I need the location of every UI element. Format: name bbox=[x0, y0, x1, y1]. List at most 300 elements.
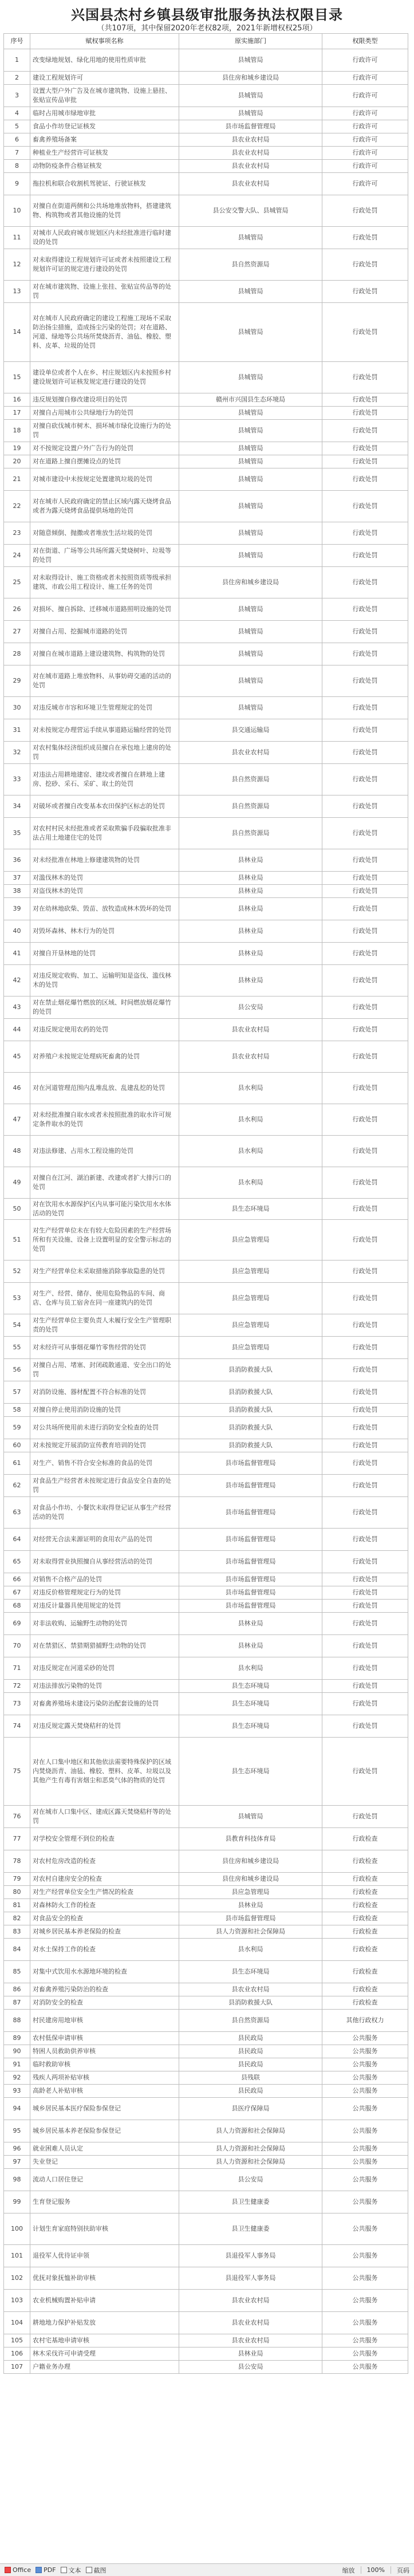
table-row bbox=[4, 2032, 408, 2045]
cell-kind: 行政处罚 bbox=[322, 1220, 408, 1261]
table-row bbox=[4, 943, 408, 965]
cell-name: 对违反规定使用农药的处罚 bbox=[30, 1019, 179, 1041]
table-row bbox=[4, 1635, 408, 1657]
cell-name: 对农村集体经济组织成员擅自在承包地上建房的处罚 bbox=[30, 742, 179, 764]
cell-no: 33 bbox=[4, 764, 30, 795]
table-row bbox=[4, 281, 408, 303]
bottom-item-office-label: Office bbox=[13, 2566, 31, 2574]
table-row bbox=[4, 2156, 408, 2169]
table-row bbox=[4, 2213, 408, 2245]
cell-name: 农村宅基地申请审核 bbox=[30, 2334, 179, 2347]
cell-name: 改变绿地规划、绿化用地的使用性质审批 bbox=[30, 49, 179, 72]
cell-no: 29 bbox=[4, 665, 30, 697]
table-row bbox=[4, 227, 408, 249]
cell-kind: 行政处罚 bbox=[322, 1586, 408, 1600]
table-row bbox=[4, 2312, 408, 2334]
table-row bbox=[4, 2120, 408, 2142]
cell-name: 耕地地力保护补贴发放 bbox=[30, 2312, 179, 2334]
cell-kind: 行政处罚 bbox=[322, 1417, 408, 1439]
bottom-right-controls bbox=[342, 2566, 409, 2575]
cell-no: 38 bbox=[4, 885, 30, 898]
bottom-item-pdf[interactable] bbox=[36, 2566, 56, 2574]
cell-kind: 公共服务 bbox=[322, 2156, 408, 2169]
cell-no: 22 bbox=[4, 491, 30, 522]
table-row bbox=[4, 1573, 408, 1586]
cell-kind: 行政处罚 bbox=[322, 420, 408, 442]
cell-no: 64 bbox=[4, 1529, 30, 1551]
cell-kind: 行政处罚 bbox=[322, 665, 408, 697]
cell-dept: 县自然资源局 bbox=[179, 818, 322, 849]
table-row bbox=[4, 2045, 408, 2058]
page-subtitle: （共107项，其中保留2020年老权82项，2021年新增权权25项） bbox=[97, 24, 317, 33]
cell-no: 3 bbox=[4, 85, 30, 107]
cell-dept: 县生态环境局 bbox=[179, 1199, 322, 1220]
table-row bbox=[4, 2245, 408, 2267]
cell-kind: 行政处罚 bbox=[322, 281, 408, 303]
cell-no: 31 bbox=[4, 719, 30, 742]
cell-no: 65 bbox=[4, 1551, 30, 1573]
table-row bbox=[4, 920, 408, 943]
cell-dept: 县应急管理局 bbox=[179, 1220, 322, 1261]
cell-kind: 行政处罚 bbox=[322, 567, 408, 598]
cell-name: 对畜禽养殖污染防治的检查 bbox=[30, 1983, 179, 1996]
table-row bbox=[4, 1104, 408, 1136]
cell-kind: 行政处罚 bbox=[322, 491, 408, 522]
cell-kind: 行政处罚 bbox=[322, 621, 408, 643]
cell-no: 105 bbox=[4, 2334, 30, 2347]
cell-dept: 县退役军人事务局 bbox=[179, 2267, 322, 2290]
cell-kind: 公共服务 bbox=[322, 2169, 408, 2191]
table-row bbox=[4, 885, 408, 898]
cell-dept: 县民政局 bbox=[179, 2045, 322, 2058]
cell-dept: 县城管局 bbox=[179, 522, 322, 545]
cell-name: 对未取得建设工程规划许可证或者未按照建设工程规划许可证的规定进行建设的处罚 bbox=[30, 249, 179, 281]
cell-no: 52 bbox=[4, 1261, 30, 1283]
table-row bbox=[4, 1886, 408, 1899]
table-row bbox=[4, 2334, 408, 2347]
cell-dept: 县消防救援大队 bbox=[179, 1359, 322, 1381]
cell-no: 8 bbox=[4, 160, 30, 173]
cell-dept: 县自然资源局 bbox=[179, 2010, 322, 2032]
cell-no: 58 bbox=[4, 1404, 30, 1417]
cell-no: 89 bbox=[4, 2032, 30, 2045]
cell-name: 对违反规定收购、加工、运输明知是盗伐、滥伐林木的处罚 bbox=[30, 965, 179, 996]
table-row bbox=[4, 442, 408, 455]
cell-dept: 县农业农村局 bbox=[179, 2334, 322, 2347]
page-number-label[interactable]: 页码 bbox=[397, 2566, 409, 2574]
cell-name: 特困人员救助供养审核 bbox=[30, 2045, 179, 2058]
cell-name: 农业机械购置补贴申请 bbox=[30, 2290, 179, 2312]
bottom-item-text[interactable] bbox=[61, 2566, 81, 2575]
table-row bbox=[4, 407, 408, 420]
cell-dept: 县城管局 bbox=[179, 420, 322, 442]
cell-no: 53 bbox=[4, 1283, 30, 1314]
table-row bbox=[4, 1939, 408, 1961]
table-row bbox=[4, 1220, 408, 1261]
cell-no: 51 bbox=[4, 1220, 30, 1261]
cell-name: 对生产、销售不符合安全标准的食品的处罚 bbox=[30, 1452, 179, 1475]
cell-kind: 行政处罚 bbox=[322, 697, 408, 719]
cell-kind: 行政处罚 bbox=[322, 898, 408, 920]
cell-kind: 行政检查 bbox=[322, 1912, 408, 1925]
zoom-label[interactable]: 缩放 bbox=[342, 2566, 355, 2574]
cell-dept: 县应急管理局 bbox=[179, 1314, 322, 1337]
cell-no: 102 bbox=[4, 2267, 30, 2290]
cell-kind: 公共服务 bbox=[322, 2191, 408, 2213]
table-row bbox=[4, 697, 408, 719]
cell-kind: 行政处罚 bbox=[322, 1359, 408, 1381]
table-row bbox=[4, 1283, 408, 1314]
table-header-row bbox=[4, 34, 408, 49]
cell-no: 92 bbox=[4, 2071, 30, 2085]
table-row bbox=[4, 545, 408, 567]
cell-kind: 公共服务 bbox=[322, 2071, 408, 2085]
cell-name: 对在禁止烟花爆竹燃放的区域、时间燃放烟花爆竹的处罚 bbox=[30, 996, 179, 1019]
cell-no: 37 bbox=[4, 872, 30, 885]
cell-no: 30 bbox=[4, 697, 30, 719]
cell-dept: 县水利局 bbox=[179, 1167, 322, 1199]
zoom-level[interactable]: 100% bbox=[366, 2566, 385, 2574]
cell-dept: 县农业农村局 bbox=[179, 1019, 322, 1041]
table-row bbox=[4, 2058, 408, 2071]
cell-no: 45 bbox=[4, 1041, 30, 1073]
cell-kind: 公共服务 bbox=[322, 2290, 408, 2312]
cell-name: 建设工程规划许可 bbox=[30, 72, 179, 85]
table-row bbox=[4, 1041, 408, 1073]
cell-name: 对违法占用耕地建窑、建坟或者擅自在耕地上建房、挖砂、采石、采矿、取土的处罚 bbox=[30, 764, 179, 795]
cell-dept: 县农业农村局 bbox=[179, 173, 322, 195]
cell-kind: 行政处罚 bbox=[322, 1529, 408, 1551]
cell-kind: 行政处罚 bbox=[322, 872, 408, 885]
cell-no: 80 bbox=[4, 1886, 30, 1899]
cell-no: 36 bbox=[4, 849, 30, 872]
bottom-item-text-label: 文本 bbox=[68, 2566, 81, 2574]
cell-no: 76 bbox=[4, 1806, 30, 1828]
cell-no: 47 bbox=[4, 1104, 30, 1136]
cell-no: 98 bbox=[4, 2169, 30, 2191]
cell-kind: 行政处罚 bbox=[322, 1404, 408, 1417]
cell-name: 对随意倾倒、抛撒或者堆放生活垃圾的处罚 bbox=[30, 522, 179, 545]
cell-dept: 县人力资源和社会保障局 bbox=[179, 2142, 322, 2156]
cell-no: 85 bbox=[4, 1961, 30, 1983]
cell-no: 60 bbox=[4, 1439, 30, 1452]
cell-no: 74 bbox=[4, 1715, 30, 1738]
cell-dept: 县应急管理局 bbox=[179, 1283, 322, 1314]
table-row bbox=[4, 1983, 408, 1996]
cell-name: 食品小作坊登记证核发 bbox=[30, 120, 179, 133]
cell-name: 对擅自占用、挖掘城市道路的处罚 bbox=[30, 621, 179, 643]
cell-kind: 公共服务 bbox=[322, 2312, 408, 2334]
table-row bbox=[4, 795, 408, 818]
cell-name: 村民建房用地审核 bbox=[30, 2010, 179, 2032]
cell-no: 95 bbox=[4, 2120, 30, 2142]
cell-name: 对食品生产经营者未按规定进行食品安全自查的处罚 bbox=[30, 1475, 179, 1497]
cell-kind: 行政处罚 bbox=[322, 795, 408, 818]
screenshot-icon bbox=[86, 2567, 92, 2573]
cell-dept: 县公安交警大队、县城管局 bbox=[179, 195, 322, 227]
table-row bbox=[4, 665, 408, 697]
table-row bbox=[4, 719, 408, 742]
cell-no: 24 bbox=[4, 545, 30, 567]
cell-kind: 行政检查 bbox=[322, 1886, 408, 1899]
cell-name: 对在城市道路上堆放物料、从事妨碍交通的活动的处罚 bbox=[30, 665, 179, 697]
cell-dept: 县市场监督管理局 bbox=[179, 1529, 322, 1551]
cell-dept: 县消防救援大队 bbox=[179, 1996, 322, 2010]
cell-name: 对未按规定开展消防宣传教育培训的处罚 bbox=[30, 1439, 179, 1452]
cell-name: 畜禽养殖场备案 bbox=[30, 133, 179, 147]
cell-kind: 公共服务 bbox=[322, 2245, 408, 2267]
table-row bbox=[4, 1314, 408, 1337]
cell-name: 对集中式饮用水水源地环境的检查 bbox=[30, 1961, 179, 1983]
table-row bbox=[4, 85, 408, 107]
cell-no: 10 bbox=[4, 195, 30, 227]
table-row bbox=[4, 1715, 408, 1738]
table-row bbox=[4, 1806, 408, 1828]
cell-no: 107 bbox=[4, 2361, 30, 2374]
cell-no: 61 bbox=[4, 1452, 30, 1475]
cell-dept: 县自然资源局 bbox=[179, 795, 322, 818]
table-row bbox=[4, 818, 408, 849]
table-row bbox=[4, 1475, 408, 1497]
cell-no: 84 bbox=[4, 1939, 30, 1961]
cell-dept: 县消防救援大队 bbox=[179, 1381, 322, 1404]
cell-no: 26 bbox=[4, 598, 30, 621]
cell-dept: 县市场监督管理局 bbox=[179, 1586, 322, 1600]
table-row bbox=[4, 491, 408, 522]
cell-no: 19 bbox=[4, 442, 30, 455]
cell-no: 70 bbox=[4, 1635, 30, 1657]
cell-kind: 行政处罚 bbox=[322, 1136, 408, 1167]
cell-name: 对在道路上擅自摆摊设点的处罚 bbox=[30, 455, 179, 468]
cell-dept: 县城管局 bbox=[179, 227, 322, 249]
cell-dept: 县卫生健康委 bbox=[179, 2213, 322, 2245]
cell-dept: 县生态环境局 bbox=[179, 1680, 322, 1693]
cell-no: 18 bbox=[4, 420, 30, 442]
cell-dept: 县退役军人事务局 bbox=[179, 2245, 322, 2267]
cell-name: 对在饮用水水源保护区内从事可能污染饮用水水体活动的处罚 bbox=[30, 1199, 179, 1220]
cell-dept: 县城管局 bbox=[179, 49, 322, 72]
table-row bbox=[4, 1850, 408, 1873]
cell-kind: 行政处罚 bbox=[322, 1381, 408, 1404]
cell-kind: 行政检查 bbox=[322, 1850, 408, 1873]
table-row bbox=[4, 1359, 408, 1381]
pdf-icon bbox=[36, 2567, 42, 2573]
table-row bbox=[4, 468, 408, 491]
cell-name: 对破坏或者擅自改变基本农田保护区标志的处罚 bbox=[30, 795, 179, 818]
cell-no: 99 bbox=[4, 2191, 30, 2213]
cell-name: 城乡居民基本养老保险参保登记 bbox=[30, 2120, 179, 2142]
cell-no: 68 bbox=[4, 1600, 30, 1613]
cell-kind: 行政处罚 bbox=[322, 1314, 408, 1337]
cell-dept: 县教育科技体育局 bbox=[179, 1828, 322, 1850]
cell-no: 28 bbox=[4, 643, 30, 665]
cell-dept: 县市场监督管理局 bbox=[179, 1600, 322, 1613]
table-row bbox=[4, 1073, 408, 1104]
cell-name: 对未经许可从事烟花爆竹零售经营的处罚 bbox=[30, 1337, 179, 1359]
cell-name: 违反规划擅自修改建设项目的处罚 bbox=[30, 393, 179, 407]
cell-kind: 公共服务 bbox=[322, 2267, 408, 2290]
cell-dept: 县林业局 bbox=[179, 1635, 322, 1657]
cell-kind: 公共服务 bbox=[322, 2085, 408, 2098]
cell-dept: 县民政局 bbox=[179, 2032, 322, 2045]
cell-kind: 行政处罚 bbox=[322, 1551, 408, 1573]
table-row bbox=[4, 1961, 408, 1983]
cell-name: 退役军人优待证申领 bbox=[30, 2245, 179, 2267]
table-row bbox=[4, 420, 408, 442]
cell-dept: 县城管局 bbox=[179, 407, 322, 420]
cell-dept: 县农业农村局 bbox=[179, 742, 322, 764]
table-row bbox=[4, 2169, 408, 2191]
table-row bbox=[4, 1019, 408, 1041]
table-row bbox=[4, 742, 408, 764]
cell-kind: 行政许可 bbox=[322, 133, 408, 147]
cell-name: 对擅自在江河、湖泊新建、改建或者扩大排污口的处罚 bbox=[30, 1167, 179, 1199]
cell-name: 对未取得营业执照擅自从事经营活动的处罚 bbox=[30, 1551, 179, 1573]
cell-name: 对农村村民未经批准或者采取欺骗手段骗取批准非法占用土地建住宅的处罚 bbox=[30, 818, 179, 849]
cell-name: 对生产经营单位安全生产情况的检查 bbox=[30, 1886, 179, 1899]
table-row bbox=[4, 1167, 408, 1199]
cell-no: 35 bbox=[4, 818, 30, 849]
cell-no: 81 bbox=[4, 1899, 30, 1912]
cell-kind: 行政处罚 bbox=[322, 1573, 408, 1586]
cell-no: 4 bbox=[4, 107, 30, 120]
cell-no: 20 bbox=[4, 455, 30, 468]
table-row bbox=[4, 1828, 408, 1850]
cell-no: 63 bbox=[4, 1497, 30, 1529]
cell-no: 59 bbox=[4, 1417, 30, 1439]
cell-dept: 县住房和城乡建设局 bbox=[179, 72, 322, 85]
cell-dept: 县自然资源局 bbox=[179, 249, 322, 281]
cell-no: 71 bbox=[4, 1657, 30, 1680]
cell-kind: 行政许可 bbox=[322, 160, 408, 173]
table-row bbox=[4, 1136, 408, 1167]
table-row bbox=[4, 1586, 408, 1600]
cell-no: 46 bbox=[4, 1073, 30, 1104]
cell-kind: 行政检查 bbox=[322, 1899, 408, 1912]
cell-no: 23 bbox=[4, 522, 30, 545]
cell-name: 对在人口集中地区和其他依法需要特殊保护的区域内焚烧沥青、油毡、橡胶、塑料、皮革、垃圾以及其他产生有毒有害烟尘和恶臭气体的物质的处罚 bbox=[30, 1738, 179, 1806]
cell-name: 对农村危房改造的检查 bbox=[30, 1850, 179, 1873]
cell-name: 对在禁猎区、禁猎期猎捕野生动物的处罚 bbox=[30, 1635, 179, 1657]
table-row bbox=[4, 1497, 408, 1529]
cell-name: 拖拉机和联合收割机驾驶证、行驶证核发 bbox=[30, 173, 179, 195]
cell-dept: 县林业局 bbox=[179, 965, 322, 996]
cell-no: 86 bbox=[4, 1983, 30, 1996]
cell-name: 对擅自在城市道路上建设建筑物、构筑物的处罚 bbox=[30, 643, 179, 665]
cell-no: 96 bbox=[4, 2142, 30, 2156]
cell-dept: 县农业农村局 bbox=[179, 160, 322, 173]
cell-kind: 行政处罚 bbox=[322, 1600, 408, 1613]
cell-kind: 公共服务 bbox=[322, 2120, 408, 2142]
cell-no: 83 bbox=[4, 1925, 30, 1939]
cell-no: 103 bbox=[4, 2290, 30, 2312]
cell-name: 残疾人两项补贴审核 bbox=[30, 2071, 179, 2085]
cell-no: 87 bbox=[4, 1996, 30, 2010]
cell-no: 79 bbox=[4, 1873, 30, 1886]
cell-no: 25 bbox=[4, 567, 30, 598]
cell-dept: 县城管局 bbox=[179, 442, 322, 455]
cell-dept: 县市场监督管理局 bbox=[179, 1912, 322, 1925]
table-row bbox=[4, 1657, 408, 1680]
cell-no: 43 bbox=[4, 996, 30, 1019]
cell-name: 就业困难人员认定 bbox=[30, 2142, 179, 2156]
cell-kind: 行政检查 bbox=[322, 1873, 408, 1886]
cell-dept: 县城管局 bbox=[179, 697, 322, 719]
cell-dept: 县农业农村局 bbox=[179, 133, 322, 147]
table-row bbox=[4, 2267, 408, 2290]
cell-name: 对在街道、广场等公共场所露天焚烧树叶、垃圾等的处罚 bbox=[30, 545, 179, 567]
cell-kind: 公共服务 bbox=[322, 2032, 408, 2045]
cell-kind: 行政处罚 bbox=[322, 1693, 408, 1715]
cell-kind: 行政处罚 bbox=[322, 1738, 408, 1806]
table-row bbox=[4, 303, 408, 362]
cell-kind: 行政处罚 bbox=[322, 1041, 408, 1073]
cell-name: 对违反城市市容和环境卫生管理规定的处罚 bbox=[30, 697, 179, 719]
cell-no: 1 bbox=[4, 49, 30, 72]
cell-name: 对在幼林地砍柴、毁苗、放牧造成林木毁坏的处罚 bbox=[30, 898, 179, 920]
table-row bbox=[4, 1899, 408, 1912]
cell-dept: 县消防救援大队 bbox=[179, 1404, 322, 1417]
cell-dept: 县水利局 bbox=[179, 1073, 322, 1104]
cell-kind: 行政处罚 bbox=[322, 1613, 408, 1635]
cell-name: 对学校安全管理不到位的检查 bbox=[30, 1828, 179, 1850]
cell-dept: 县林业局 bbox=[179, 1899, 322, 1912]
cell-kind: 行政处罚 bbox=[322, 249, 408, 281]
bottom-item-screenshot[interactable] bbox=[86, 2566, 107, 2575]
table-container bbox=[3, 33, 408, 2374]
cell-dept: 县林业局 bbox=[179, 1613, 322, 1635]
cell-no: 55 bbox=[4, 1337, 30, 1359]
cell-dept: 县公安局 bbox=[179, 2169, 322, 2191]
cell-name: 对损坏、擅自拆除、迁移城市道路照明设施的处罚 bbox=[30, 598, 179, 621]
cell-name: 对违法排放污染物的处罚 bbox=[30, 1680, 179, 1693]
cell-kind: 行政处罚 bbox=[322, 393, 408, 407]
cell-kind: 行政许可 bbox=[322, 107, 408, 120]
cell-name: 对未取得设计、施工资格或者未按照资质等级承担建筑、市政公用工程设计、施工任务的处罚 bbox=[30, 567, 179, 598]
cell-kind: 行政处罚 bbox=[322, 442, 408, 455]
bottom-toolbar bbox=[0, 2563, 414, 2576]
cell-kind: 公共服务 bbox=[322, 2213, 408, 2245]
table-row bbox=[4, 195, 408, 227]
cell-no: 97 bbox=[4, 2156, 30, 2169]
cell-kind: 行政处罚 bbox=[322, 1452, 408, 1475]
cell-no: 12 bbox=[4, 249, 30, 281]
table-row bbox=[4, 621, 408, 643]
table-row bbox=[4, 1551, 408, 1573]
bottom-item-office[interactable] bbox=[5, 2566, 31, 2574]
table-row bbox=[4, 996, 408, 1019]
cell-dept: 县林业局 bbox=[179, 849, 322, 872]
table-row bbox=[4, 2142, 408, 2156]
cell-dept: 县林业局 bbox=[179, 920, 322, 943]
cell-name: 对盗伐林木的处罚 bbox=[30, 885, 179, 898]
table-row bbox=[4, 965, 408, 996]
column-header-kind: 权限类型 bbox=[322, 34, 408, 49]
table-row bbox=[4, 2098, 408, 2120]
cell-dept: 县应急管理局 bbox=[179, 1261, 322, 1283]
column-header-dept: 原实施部门 bbox=[179, 34, 322, 49]
cell-dept: 县城管局 bbox=[179, 303, 322, 362]
cell-dept: 县公安局 bbox=[179, 996, 322, 1019]
cell-no: 90 bbox=[4, 2045, 30, 2058]
column-header-no: 序号 bbox=[4, 34, 30, 49]
cell-no: 56 bbox=[4, 1359, 30, 1381]
table-row bbox=[4, 1925, 408, 1939]
cell-name: 动物防疫条件合格证核发 bbox=[30, 160, 179, 173]
cell-kind: 行政处罚 bbox=[322, 1283, 408, 1314]
cell-dept: 县交通运输局 bbox=[179, 719, 322, 742]
column-header-name: 赋权事项名称 bbox=[30, 34, 179, 49]
